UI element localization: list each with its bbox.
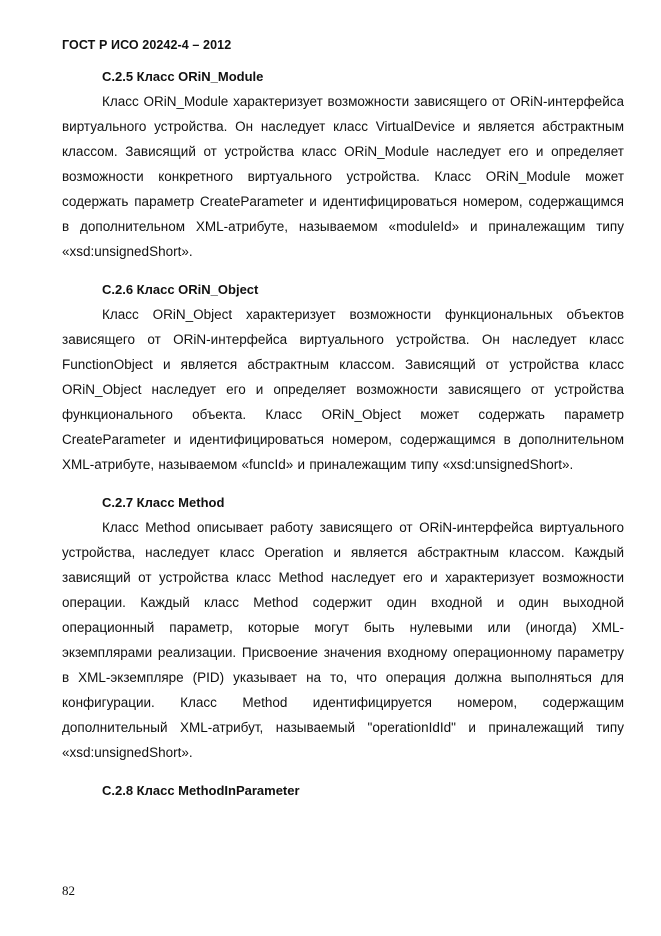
section-paragraph: Класс ORiN_Module характеризует возможности зависящего от ORiN-интерфейса виртуального устройства. Он наследует класс VirtualDevice и является абстрактным классом. Зависящий от устройства класс ORiN_Module наследует его и определяет возможности конкретного виртуального устройства. Класс ORiN_Module может содержать параметр CreateParameter и идентифицироваться номером, содержащимся в дополнительном XML-атрибуте, называемом «moduleId» и приналежащим типу «xsd:unsignedShort». <box>62 94 624 259</box>
page-number: 82 <box>62 883 75 898</box>
section-paragraph: Класс ORiN_Object характеризует возможности функциональных объектов зависящего от ORiN-интерфейса виртуального устройства. Он наследует класс FunctionObject и является абстрактным классом. Зависящий от устройства класс ORiN_Object наследует его и определяет возможности зависящего от устройства функционального объекта. Класс ORiN_Object может содержать параметр CreateParameter и идентифицироваться номером, содержащимся в дополнительном XML-атрибуте, называемом «funcId» и приналежащим типу «xsd:unsignedShort». <box>62 307 624 472</box>
section-title: C.2.5 Класс ORiN_Module <box>102 69 264 84</box>
section-c-2-5 <box>62 64 624 264</box>
section-title: C.2.7 Класс Method <box>102 495 225 510</box>
section-title: C.2.6 Класс ORiN_Object <box>102 282 259 297</box>
section-paragraph: Класс Method описывает работу зависящего от ORiN-интерфейса виртуального устройства, наследует класс Operation и является абстрактным классом. Каждый зависящий от устройства класс Method наследует его и характеризует возможности операции. Каждый класс Method содержит один входной и один выходной операционный параметр, которые могут быть нулевыми или (иногда) XML-экземплярами реализации. Присвоение значения входному операционному параметру в XML-экземпляре (PID) указывает на то, что операция должна выполняться для конфигурации. Класс Method идентифицируется номером, содержащим дополнительный XML-атрибут, называемый "operationIdId" и приналежащий типу «xsd:unsignedShort». <box>62 520 624 760</box>
document-body <box>62 64 624 816</box>
section-c-2-6 <box>62 277 624 477</box>
document-header: ГОСТ Р ИСО 20242-4 – 2012 <box>62 38 232 52</box>
section-c-2-8 <box>62 778 624 803</box>
section-c-2-7 <box>62 490 624 765</box>
section-title: C.2.8 Класс MethodInParameter <box>102 783 300 798</box>
